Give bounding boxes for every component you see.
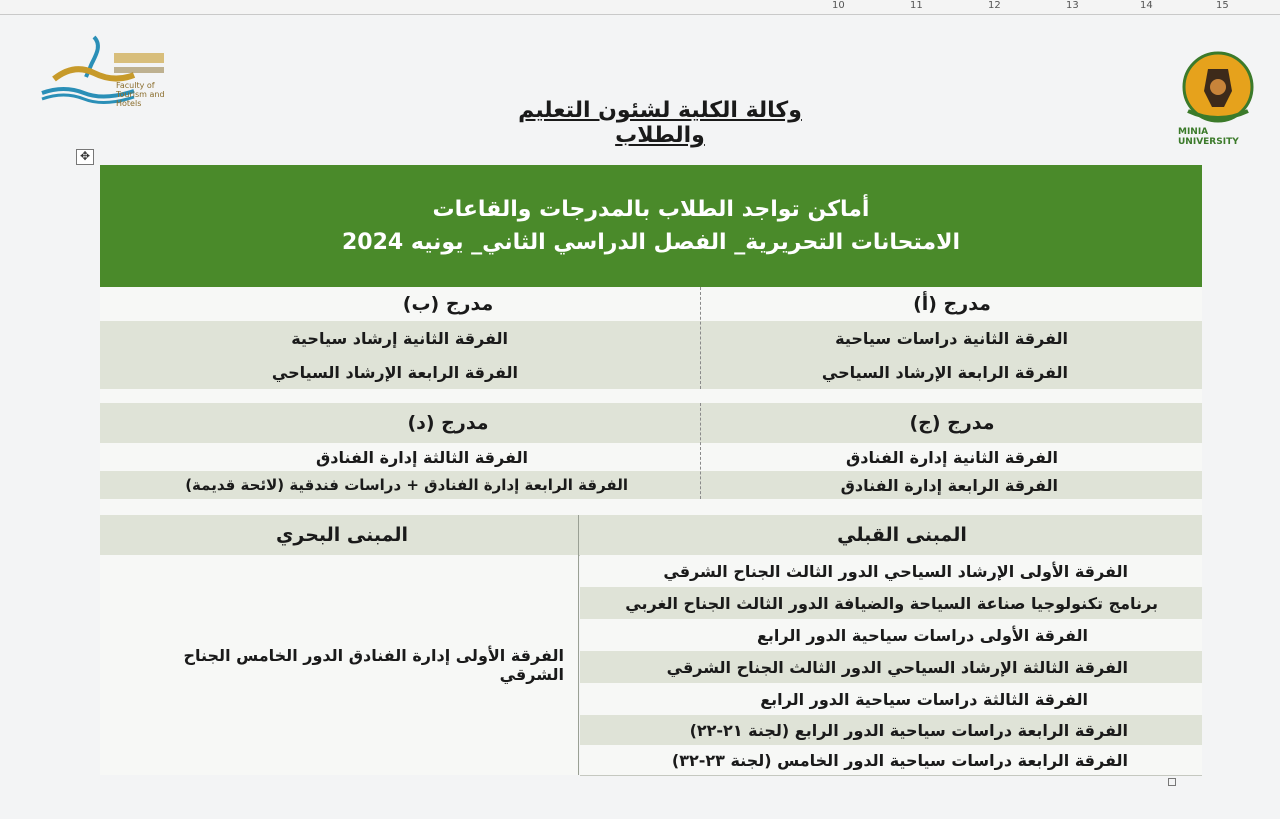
hall-d-row-2: الفرقة الرابعة إدارة الفنادق + دراسات فندقية (لائحة قديمة)	[185, 476, 628, 494]
hall-d-row-1: الفرقة الثالثة إدارة الفنادق	[315, 447, 528, 467]
north-building-cell	[100, 555, 578, 775]
table-row	[580, 619, 1202, 652]
table-row	[580, 555, 1202, 588]
table-row	[580, 715, 1202, 746]
south-building-title: المبنى القبلي	[837, 524, 967, 546]
hall-c-row-2: الفرقة الرابعة إدارة الفنادق	[840, 475, 1058, 495]
table-row	[580, 651, 1202, 684]
hall-a-row-2: الفرقة الرابعة الإرشاد السياحي	[821, 362, 1068, 382]
hall-a-title: مدرج (أ)	[913, 293, 991, 315]
table-row	[580, 587, 1202, 620]
faculty-logo	[34, 33, 174, 113]
table-subtitle: الامتحانات التحريرية_ الفصل الدراسي الثاني_ يونيه 2024	[341, 230, 961, 255]
ruler-tick: 12	[988, 0, 1001, 11]
university-logo-text: MINIA UNIVERSITY	[1178, 127, 1239, 147]
table-row	[580, 683, 1202, 716]
locations-table	[100, 165, 1202, 775]
table-row	[100, 355, 1202, 390]
hall-c-row-1: الفرقة الثانية إدارة الفنادق	[845, 447, 1058, 467]
south-row-1: الفرقة الأولى الإرشاد السياحي الدور الثالث الجناح الشرقي	[663, 561, 1128, 581]
university-logo	[1178, 47, 1258, 147]
hall-ab-header-row	[100, 287, 1202, 322]
table-move-handle[interactable]: ✥	[76, 149, 94, 165]
hall-b-row-2: الفرقة الرابعة الإرشاد السياحي	[271, 362, 518, 382]
south-row-4: الفرقة الثالثة الإرشاد السياحي الدور الثالث الجناح الشرقي	[666, 657, 1128, 677]
table-row	[100, 443, 1202, 472]
south-row-3: الفرقة الأولى دراسات سياحية الدور الرابع	[756, 625, 1088, 645]
column-divider	[578, 515, 579, 775]
hall-c-title: مدرج (ج)	[909, 412, 995, 434]
page-heading: وكالة الكلية لشئون التعليم والطلاب	[518, 98, 802, 148]
table-row	[100, 471, 1202, 500]
south-row-2: برنامج تكنولوجيا صناعة السياحة والضيافة الدور الثالث الجناح الغربي	[625, 593, 1158, 613]
column-divider	[700, 403, 702, 499]
north-row-1: الفرقة الأولى إدارة الفنادق الدور الخامس الجناح الشرقي	[183, 646, 564, 684]
column-divider	[700, 287, 702, 389]
south-row-7: الفرقة الرابعة دراسات سياحية الدور الخامس (لجنة ٢٣-٣٢)	[671, 750, 1128, 770]
faculty-logo-text: Faculty of Tourism and Hotels	[116, 81, 165, 108]
south-row-6: الفرقة الرابعة دراسات سياحية الدور الرابع (لجنة ٢١-٢٢)	[689, 720, 1128, 740]
document-page[interactable]	[0, 15, 1280, 819]
hall-b-row-1: الفرقة الثانية إرشاد سياحية	[291, 328, 508, 348]
horizontal-ruler[interactable]	[0, 0, 1280, 15]
table-row	[100, 321, 1202, 356]
ruler-tick: 13	[1066, 0, 1079, 11]
south-row-5: الفرقة الثالثة دراسات سياحية الدور الرابع	[760, 689, 1088, 709]
hall-b-title: مدرج (ب)	[402, 293, 494, 315]
hall-cd-header-row	[100, 403, 1202, 444]
buildings-header-row	[100, 515, 1202, 556]
hall-d-title: مدرج (د)	[407, 412, 489, 434]
table-title: أماكن تواجد الطلاب بالمدرجات والقاعات	[432, 197, 870, 222]
ruler-tick: 10	[832, 0, 845, 11]
ruler-tick: 11	[910, 0, 923, 11]
ruler-tick: 14	[1140, 0, 1153, 11]
table-resize-handle[interactable]	[1168, 778, 1176, 786]
table-banner	[100, 165, 1202, 287]
spacer-row	[100, 389, 1202, 404]
north-building-title: المبنى البحري	[275, 524, 409, 546]
table-row	[580, 745, 1202, 776]
spacer-row	[100, 499, 1202, 516]
ruler-tick: 15	[1216, 0, 1229, 11]
hall-a-row-1: الفرقة الثانية دراسات سياحية	[835, 328, 1068, 348]
